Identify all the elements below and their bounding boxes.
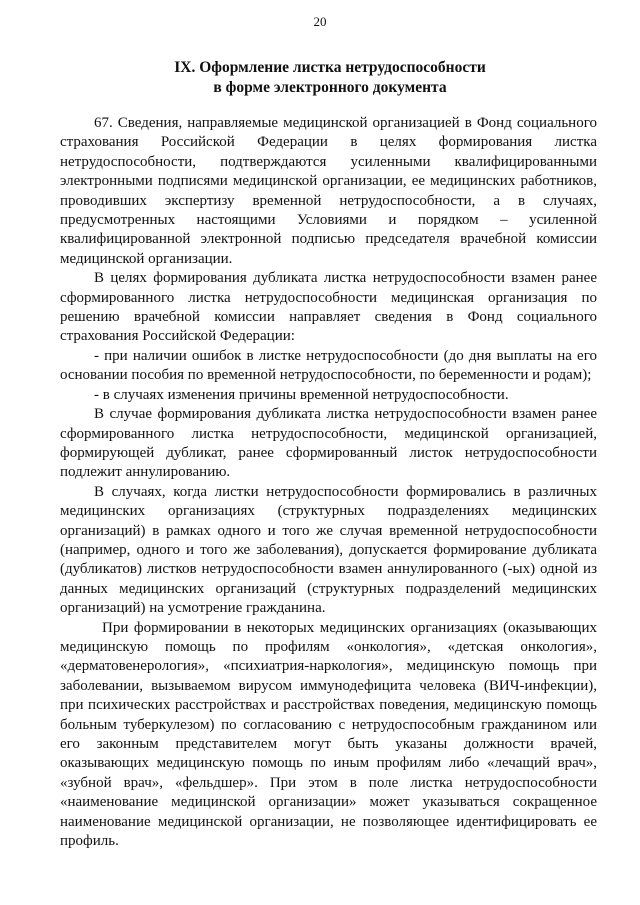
paragraph-annulment: В случае формирования дубликата листка нетрудоспособности взамен ранее сформированного листка нетрудоспособности, медицинской организацией, формирующей дубликат, ранее сформированный листок нетрудоспособности подлежит аннулированию. [60,406,597,481]
paragraph-67: 67. Сведения, направляемые медицинской организацией в Фонд социального страхования Российской Федерации в целях формирования листка нетрудоспособности, подтверждаются усиленными квалифицированными электронными подписями медицинской организации, ее медицинских работников, проводивших экспертизу временной нетрудоспособности, а в случаях, предусмотренных настоящими Условиями и порядком – усиленной квалифицированной электронной подписью председателя врачебной комиссии медицинской организации. [60,115,597,267]
list-item-errors: - при наличии ошибок в листке нетрудоспособности (до дня выплаты на его основании пособия по временной нетрудоспособности, по беременности и родам); [60,347,597,384]
list-item-cause-change: - в случаях изменения причины временной нетрудоспособности. [94,386,509,403]
section-heading-line-2: в форме электронного документа [213,79,447,96]
section-heading [60,58,600,98]
paragraph-multiple-organizations: В случаях, когда листки нетрудоспособности формировались в различных медицинских организациях (структурных подразделениях медицинских организаций) в рамках одного и того же случая временной нетрудоспособности (например, одного и того же заболевания), допускается формирование дубликата (дубликатов) листков нетрудоспособности взамен аннулированного (-ых) одной из данных медицинских организаций (структурных подразделений медицинских организаций) на усмотрение гражданина. [60,483,597,617]
section-heading-line-1: IX. Оформление листка нетрудоспособности [174,59,486,76]
page-number: 20 [313,14,327,29]
paragraph-profiles: При формировании в некоторых медицинских организациях (оказывающих медицинскую помощь по профилям «онкология», «детская онкология», «дерматовенерология», «психиатрия-наркология», медицинскую помощь при заболевании, вызываемом вирусом иммунодефицита человека (ВИЧ-инфекции), при психических расстройствах и расстройствах поведения, медицинскую помощь больным туберкулезом) по согласованию с нетрудоспособным гражданином или его законным представителем могут быть указаны должности врачей, оказывающих медицинскую помощь по иным профилям либо «лечащий врач», «зубной врач», «фельдшер». При этом в поле листка нетрудоспособности «наименование медицинской организации» может указываться сокращенное наименование медицинской организации, не позволяющее идентифицировать ее профиль. [60,619,597,850]
document-body [60,114,597,851]
paragraph-duplicate-purpose: В целях формирования дубликата листка нетрудоспособности взамен ранее сформированного листка нетрудоспособности медицинская организация по решению врачебной комиссии направляет сведения в Фонд социального страхования Российской Федерации: [60,270,597,345]
